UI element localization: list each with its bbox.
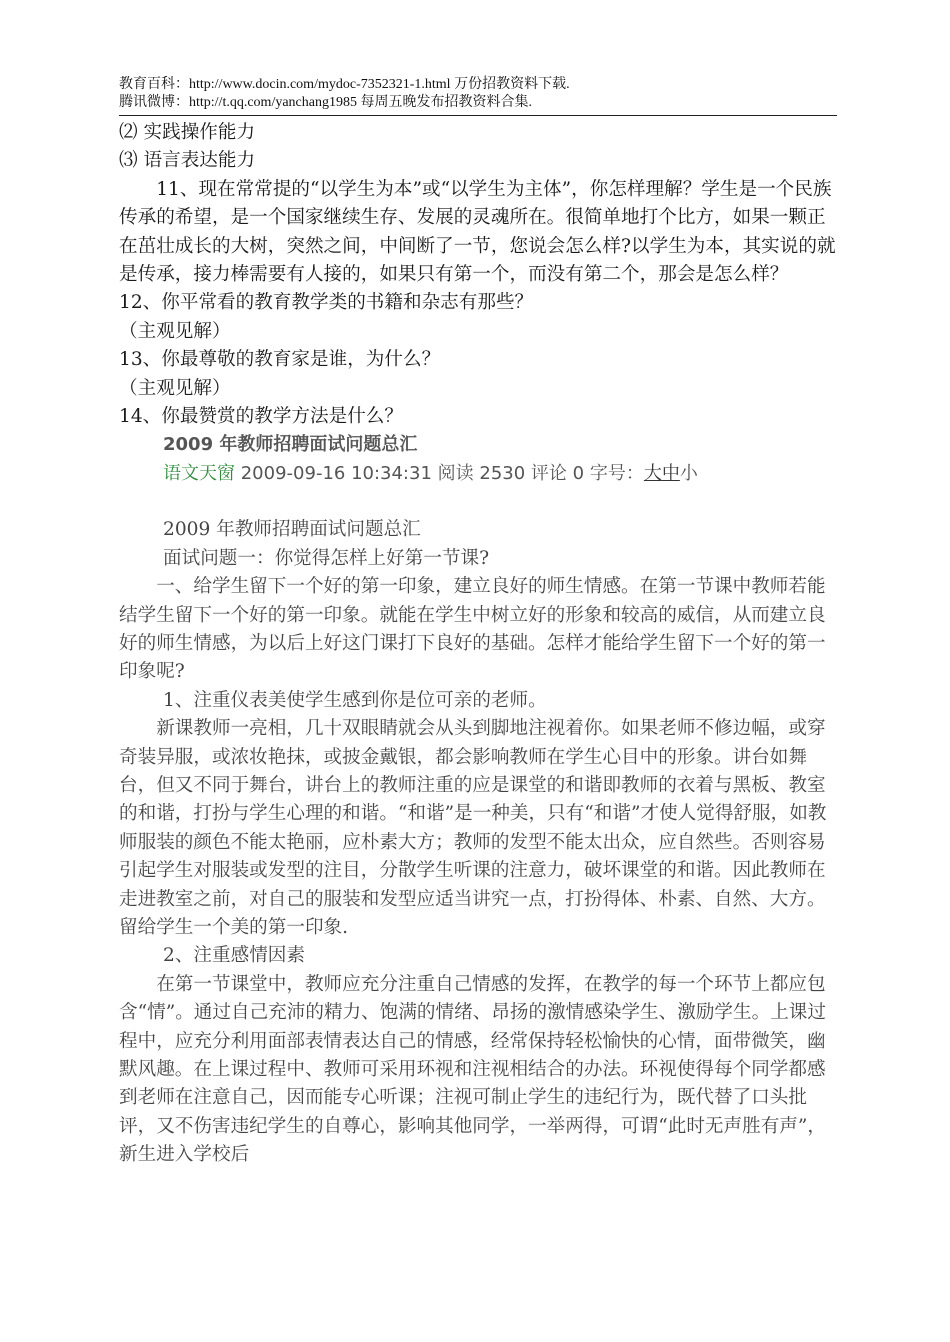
question-13: 13、你最尊敬的教育家是谁，为什么？ [119, 349, 441, 371]
comment-count: 0 [572, 462, 585, 484]
header-line-weibo: 腾讯微博：http://t.qq.com/yanchang1985 每周五晚发布招教资料合集. [119, 95, 532, 110]
ability-item-3: ⑶ 语言表达能力 [119, 150, 256, 172]
read-label: 阅读 [437, 462, 474, 484]
answer-12: （主观见解） [119, 320, 231, 342]
font-size-label: 字号： [589, 462, 644, 484]
font-size-small-link[interactable]: 小 [679, 462, 698, 484]
blog-meta [119, 460, 837, 488]
font-size-medium-link[interactable]: 中 [661, 462, 680, 484]
read-count: 2530 [479, 462, 526, 484]
article-paragraph-2: 新课教师一亮相，几十双眼睛就会从头到脚地注视着你。如果老师不修边幅，或穿奇装异服，或浓妆艳抹，或披金戴银，都会影响教师在学生心目中的形象。讲台如舞台，但又不同于舞台，讲台上的教师注重的应是课堂的和谐即教师的衣着与黑板、教室的和谐，打扮与学生心理的和谐。“和谐”是一种美，只有“和谐”才使人觉得舒服，如教师服装的颜色不能太艳丽，应朴素大方；教师的发型不能太出众，应自然些。否则容易引起学生对服装或发型的注目，分散学生听课的注意力，破坏课堂的和谐。因此教师在走进教室之前，对自己的服装和发型应适当讲究一点，打扮得体、朴素、自然、大方。留给学生一个美的第一印象. [119, 718, 827, 938]
comment-label: 评论 [530, 462, 567, 484]
blank-line [119, 488, 837, 516]
article-heading: 2009 年教师招聘面试问题总汇 [163, 519, 421, 541]
blog-title: 2009 年教师招聘面试问题总汇 [163, 434, 418, 456]
header-divider [119, 115, 837, 116]
answer-13: （主观见解） [119, 377, 231, 399]
question-14: 14、你最赞赏的教学方法是什么？ [119, 406, 403, 428]
article-paragraph-3: 在第一节课堂中，教师应充分注重自己情感的发挥，在教学的每一个环节上都应包含“情”。通过自己充沛的精力、饱满的情绪、昂扬的激情感染学生、激励学生。上课过程中，应充分利用面部表情表达自己的情感，经常保持轻松愉快的心情，面带微笑，幽默风趣。在上课过程中、教师可采用环视和注视相结合的办法。环视使得每个同学都感到老师在注意自己，因而能专心听课；注视可制止学生的违纪行为，既代替了口头批评，又不伤害违纪学生的自尊心，影响其他同学，一举两得，可谓“此时无声胜有声”，新生进入学校后 [119, 973, 826, 1166]
blog-author-link[interactable]: 语文天窗 [163, 462, 235, 484]
article-paragraph-1: 一、给学生留下一个好的第一印象，建立良好的师生情感。在第一节课中教师若能结学生留下一个好的第一印象。就能在学生中树立好的形象和较高的威信，从而建立良好的师生情感，为以后上好这门课打下良好的基础。怎样才能给学生留下一个好的第一印象呢? [119, 576, 826, 683]
page-header [119, 76, 837, 112]
question-11: 11、现在常常提的“以学生为本”或“以学生为主体”，你怎样理解？学生是一个民族传承的希望，是一个国家继续生存、发展的灵魂所在。很简单地打个比方，如果一颗正在茁壮成长的大树，突然之间，中间断了一节，您说会怎么样?以学生为本，其实说的就是传承，接力棒需要有人接的，如果只有第一个，而没有第二个，那会是怎么样？ [119, 178, 836, 286]
ability-item-2: ⑵ 实践操作能力 [119, 122, 256, 143]
question-12: 12、你平常看的教育教学类的书籍和杂志有那些？ [119, 292, 534, 314]
subheading-1: 1、注重仪表美使学生感到你是位可亲的老师。 [163, 689, 547, 711]
blog-datetime: 2009-09-16 10:34:31 [240, 462, 432, 484]
document-body [119, 119, 837, 1170]
subheading-2: 2、注重感情因素 [163, 945, 305, 967]
header-line-docin: 教育百科：http://www.docin.com/mydoc-7352321-1.html 万份招教资料下载. [119, 77, 570, 92]
interview-question-1: 面试问题一：你觉得怎样上好第一节课? [163, 547, 490, 569]
font-size-large-link[interactable]: 大 [643, 462, 662, 484]
